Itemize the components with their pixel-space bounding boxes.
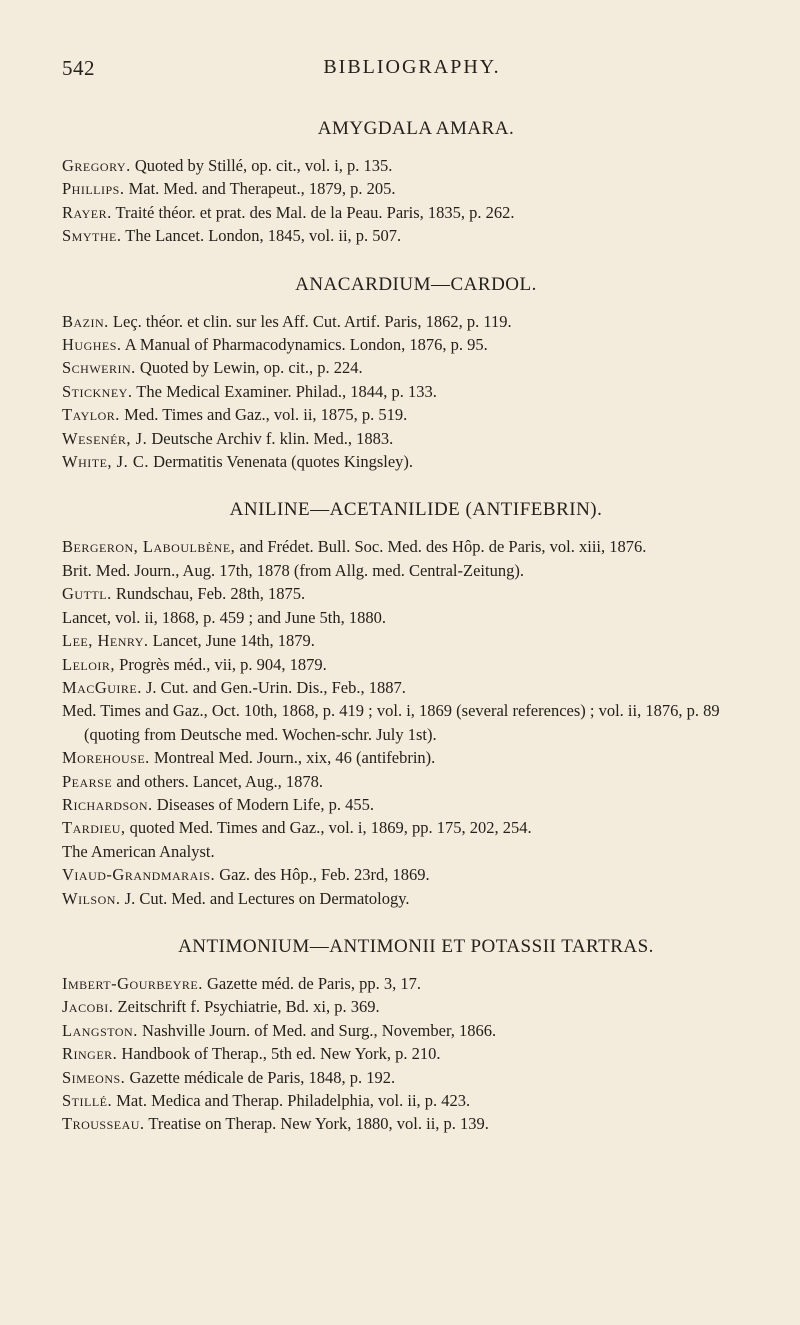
entry-author: Wilson. [62,888,121,908]
entry-author: Viaud-Grandmarais. [62,865,216,885]
bibliography-entry [62,380,770,403]
bibliography-section [62,499,770,910]
entry-author: Trousseau. [62,1114,145,1134]
entry-author: Richardson. [62,794,153,814]
bibliography-entry [62,1089,770,1112]
bibliography-entry [62,770,770,793]
entry-text: Nashville Journ. of Med. and Surg., November, 1866. [141,1020,497,1040]
bibliography-entry [62,582,770,605]
entry-text: Traité théor. et prat. des Mal. de la Peau. Paris, 1835, p. 262. [115,202,515,222]
entry-text: Dermatitis Venenata (quotes Kingsley). [153,452,414,472]
entry-author: Rayer. [62,202,112,222]
bibliography-entry [62,676,770,699]
entry-text: The American Analyst. [62,841,215,861]
entry-author: Tardieu, [62,818,126,838]
entry-author: Bazin. [62,311,109,331]
entry-text: Gaz. des Hôp., Feb. 23rd, 1869. [219,865,430,885]
bibliography-entry [62,793,770,816]
entry-text: Deutsche Archiv f. klin. Med., 1883. [151,428,394,448]
entry-text: Med. Times and Gaz., Oct. 10th, 1868, p. 419 ; vol. i, 1869 (several references) ; vol. ii, 1876, p. 89 (quoting from Deutsche med. Wochen-schr. July 1st). [62,701,720,744]
entry-author: Gregory. [62,156,131,175]
bibliography-section [62,118,770,248]
entry-author: Stillé. [62,1091,113,1110]
page-number: 542 [62,56,95,80]
bibliography-entry [62,1066,770,1089]
entry-text: Gazette médicale de Paris, 1848, p. 192. [129,1067,396,1087]
bibliography-entry [62,450,770,473]
entry-author: Phillips. [62,179,125,199]
entry-text: A Manual of Pharmacodynamics. London, 1876, p. 95. [124,335,488,355]
entry-text: quoted Med. Times and Gaz., vol. i, 1869, pp. 175, 202, 254. [129,818,532,838]
section-title: ANACARDIUM—CARDOL. [295,273,537,295]
entry-text: Leç. théor. et clin. sur les Aff. Cut. Artif. Paris, 1862, p. 119. [112,311,512,331]
entry-author: Stickney. [62,381,133,401]
bibliography-section [62,274,770,474]
bibliography-entry [62,863,770,886]
bibliography-entry [62,535,770,558]
bibliography-entry [62,606,770,629]
entry-text: Treatise on Therap. New York, 1880, vol. ii, p. 139. [148,1114,489,1134]
entry-text: Med. Times and Gaz., vol. ii, 1875, p. 519. [124,405,408,425]
entry-text: The Medical Examiner. Philad., 1844, p. 133. [136,381,437,401]
entry-text: and others. Lancet, Aug., 1878. [116,771,323,791]
entry-author: Lee, Henry. [62,631,149,651]
entry-author: Pearse [62,771,113,791]
entry-text: Brit. Med. Journ., Aug. 17th, 1878 (from Allg. med. Central-Zeitung). [62,560,524,580]
bibliography-entry [62,403,770,426]
entry-text: Diseases of Modern Life, p. 455. [156,794,374,814]
entry-text: J. Cut. and Gen.-Urin. Dis., Feb., 1887. [146,677,406,697]
entry-author: Morehouse. [62,748,150,768]
bibliography-entry [62,224,770,247]
entry-author: Ringer. [62,1044,118,1064]
entry-text: Mat. Medica and Therap. Philadelphia, vol. ii, p. 423. [116,1091,471,1110]
bibliography-entry [62,629,770,652]
bibliography-entry [62,746,770,769]
bibliography-entry [62,1112,770,1135]
entry-author: Langston. [62,1020,138,1040]
bibliography-entry [62,816,770,839]
entry-author: Guttl. [62,584,112,604]
entry-text: Handbook of Therap., 5th ed. New York, p. 210. [121,1044,441,1064]
entry-author: Leloir, [62,654,116,674]
bibliography-entry [62,995,770,1018]
bibliography-entry [62,699,770,746]
entry-author: Wesenér, J. [62,428,148,448]
running-head: BIBLIOGRAPHY. [323,56,501,78]
bibliography-entry [62,653,770,676]
bibliography-entry [62,177,770,200]
section-title: AMYGDALA AMARA. [317,118,515,139]
bibliography-entry [62,559,770,582]
bibliography-entry [62,310,770,333]
entry-text: Lancet, vol. ii, 1868, p. 459 ; and June 5th, 1880. [62,607,386,627]
entry-author: Simeons. [62,1067,126,1087]
section-title: ANTIMONIUM—ANTIMONII ET POTASSII TARTRAS. [178,935,654,957]
entry-author: Hughes. [62,335,122,355]
entry-text: Lancet, June 14th, 1879. [152,631,315,651]
bibliography-entry [62,972,770,995]
entry-author: Taylor. [62,405,120,425]
entry-author: Jacobi. [62,997,114,1017]
page-header [62,56,762,86]
bibliography-entry [62,356,770,379]
bibliography-entry [62,154,770,177]
entry-text: Gazette méd. de Paris, pp. 3, 17. [206,973,421,993]
entry-text: Quoted by Lewin, op. cit., p. 224. [139,358,363,378]
entry-author: White, J. C. [62,452,149,472]
entry-text: and Frédet. Bull. Soc. Med. des Hôp. de Paris, vol. xiii, 1876. [239,537,647,557]
entry-text: Zeitschrift f. Psychiatrie, Bd. xi, p. 369. [117,997,380,1017]
entry-author: Schwerin. [62,358,136,378]
bibliography-entry [62,1042,770,1065]
entry-author: Bergeron, Laboulbène, [62,537,236,557]
bibliography-entry [62,427,770,450]
entry-text: The Lancet. London, 1845, vol. ii, p. 507. [125,226,402,246]
entry-author: Imbert-Gourbeyre. [62,973,203,993]
entry-text: Progrès méd., vii, p. 904, 1879. [119,654,327,674]
entry-author: Smythe. [62,226,122,246]
bibliography-section [62,936,770,1136]
entry-text: Rundschau, Feb. 28th, 1875. [115,584,306,604]
bibliography-entry [62,887,770,910]
entry-text: Quoted by Stillé, op. cit., vol. i, p. 135. [134,156,393,175]
entry-text: Montreal Med. Journ., xix, 46 (antifebrin). [153,748,436,768]
entry-text: Mat. Med. and Therapeut., 1879, p. 205. [128,179,396,199]
bibliography-entry [62,1019,770,1042]
bibliography-content [62,118,770,1136]
bibliography-entry [62,201,770,224]
bibliography-entry [62,840,770,863]
section-title: ANILINE—ACETANILIDE (ANTIFEBRIN). [229,499,603,521]
entry-author: MacGuire. [62,677,142,697]
bibliography-entry [62,333,770,356]
entry-text: J. Cut. Med. and Lectures on Dermatology. [124,888,410,908]
